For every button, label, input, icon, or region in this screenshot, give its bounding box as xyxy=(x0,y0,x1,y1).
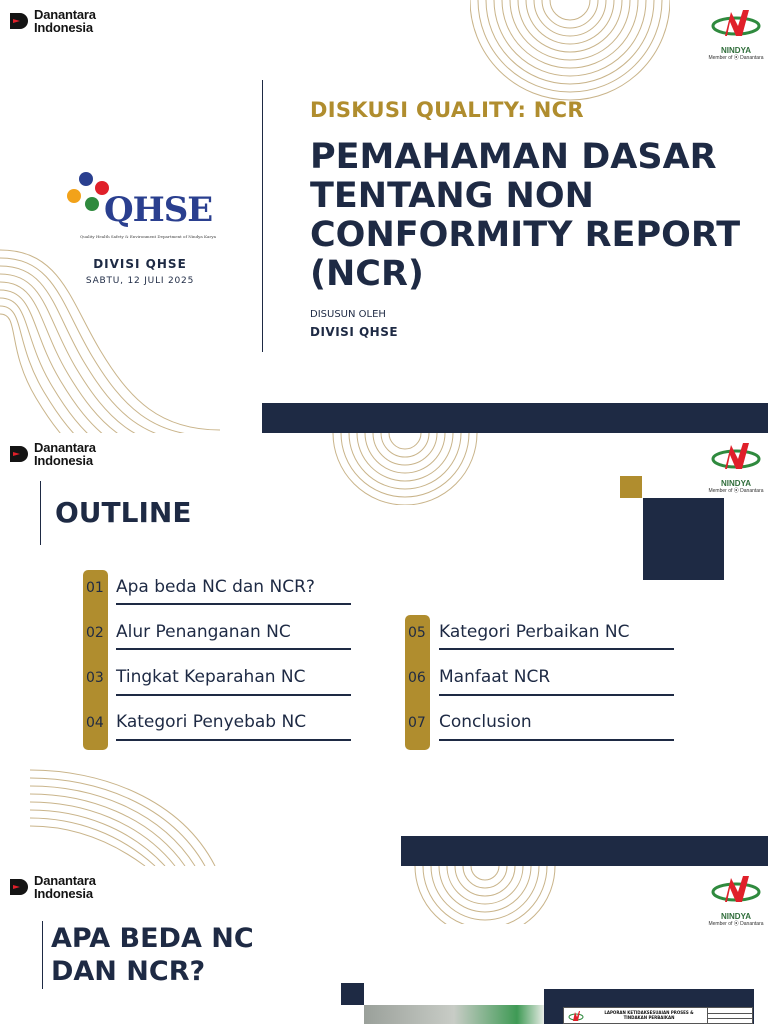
arc-pattern-top xyxy=(470,0,670,110)
author-label: DISUSUN OLEH xyxy=(310,309,386,320)
cover-division: DIVISI QHSE xyxy=(93,257,187,271)
danantara-line1: Danantara xyxy=(34,440,96,455)
form-row-line xyxy=(707,1018,753,1019)
danantara-logo xyxy=(8,874,96,900)
danantara-mark-icon xyxy=(8,10,30,32)
outline-item: Alur Penanganan NC xyxy=(116,622,291,642)
author-value: DIVISI QHSE xyxy=(310,325,399,339)
danantara-line1: Danantara xyxy=(34,873,96,888)
ncr-form-thumbnail xyxy=(563,1007,753,1024)
qhse-wordmark: QHSE xyxy=(104,190,213,230)
outline-number: 03 xyxy=(86,670,104,686)
qhse-tagline: Quality Health Safety & Environment Department of Nindya Karya xyxy=(80,234,216,239)
nindya-logo xyxy=(708,872,764,927)
form-header: LAPORAN KETIDAKSESUAIAN PROSES & TINDAKAN PERBAIKAN xyxy=(604,1010,694,1020)
outline-underline xyxy=(116,739,351,741)
danantara-line1: Danantara xyxy=(34,7,96,22)
title-accent-line xyxy=(42,921,43,989)
nindya-word: NINDYA xyxy=(721,912,751,921)
nindya-mark-icon xyxy=(711,872,761,908)
gold-square xyxy=(620,476,642,498)
nindya-sub: Member of ⦿ Danantara xyxy=(708,921,764,927)
outline-underline xyxy=(116,603,351,605)
outline-item: Kategori Penyebab NC xyxy=(116,712,307,732)
arc-pattern-top xyxy=(410,866,560,924)
danantara-line2: Indonesia xyxy=(34,886,93,901)
section-title: APA BEDA NC DAN NCR? xyxy=(51,923,254,987)
photo-strip xyxy=(364,1005,544,1024)
cover-title: PEMAHAMAN DASAR TENTANG NON CONFORMITY REPORT (NCR) xyxy=(310,137,741,294)
nindya-mark-icon xyxy=(711,6,761,42)
outline-item: Kategori Perbaikan NC xyxy=(439,622,630,642)
danantara-line2: Indonesia xyxy=(34,453,93,468)
outline-underline xyxy=(439,648,674,650)
outline-underline xyxy=(116,648,351,650)
nindya-word: NINDYA xyxy=(721,479,751,488)
cover-date: SABTU, 12 JULI 2025 xyxy=(85,276,195,286)
form-row-line xyxy=(707,1013,753,1014)
form-logo-icon xyxy=(568,1010,584,1022)
outline-number: 06 xyxy=(408,670,426,686)
arc-pattern-top xyxy=(315,433,495,505)
danantara-logo xyxy=(8,441,96,467)
outline-title: OUTLINE xyxy=(55,496,192,529)
danantara-mark-icon xyxy=(8,876,30,898)
navy-square xyxy=(643,498,724,580)
outline-number: 02 xyxy=(86,625,104,641)
outline-number: 04 xyxy=(86,715,104,731)
slide-nc-vs-ncr xyxy=(0,866,768,1024)
nindya-word: NINDYA xyxy=(721,46,751,55)
outline-number: 07 xyxy=(408,715,426,731)
nindya-logo xyxy=(708,439,764,494)
nindya-mark-icon xyxy=(711,439,761,475)
nindya-logo xyxy=(708,6,764,61)
outline-item: Tingkat Keparahan NC xyxy=(116,667,306,687)
nindya-sub: Member of ⦿ Danantara xyxy=(708,488,764,494)
navy-square xyxy=(341,983,364,1005)
danantara-mark-icon xyxy=(8,443,30,465)
divider-line xyxy=(262,80,263,352)
outline-underline xyxy=(439,739,674,741)
danantara-logo xyxy=(8,8,96,34)
outline-number: 01 xyxy=(86,580,104,596)
nindya-sub: Member of ⦿ Danantara xyxy=(708,55,764,61)
arc-pattern-bottom xyxy=(30,768,220,866)
outline-item: Manfaat NCR xyxy=(439,667,551,687)
outline-number: 05 xyxy=(408,625,426,641)
footer-bar xyxy=(401,836,768,866)
title-accent-line xyxy=(40,481,41,545)
outline-item: Conclusion xyxy=(439,712,532,732)
slide-outline xyxy=(0,433,768,866)
outline-underline xyxy=(439,694,674,696)
form-divider xyxy=(707,1008,708,1024)
footer-bar xyxy=(262,403,768,433)
cover-kicker: DISKUSI QUALITY: NCR xyxy=(310,98,584,122)
outline-item: Apa beda NC dan NCR? xyxy=(116,577,315,597)
outline-underline xyxy=(116,694,351,696)
slide-cover xyxy=(0,0,768,433)
danantara-line2: Indonesia xyxy=(34,20,93,35)
